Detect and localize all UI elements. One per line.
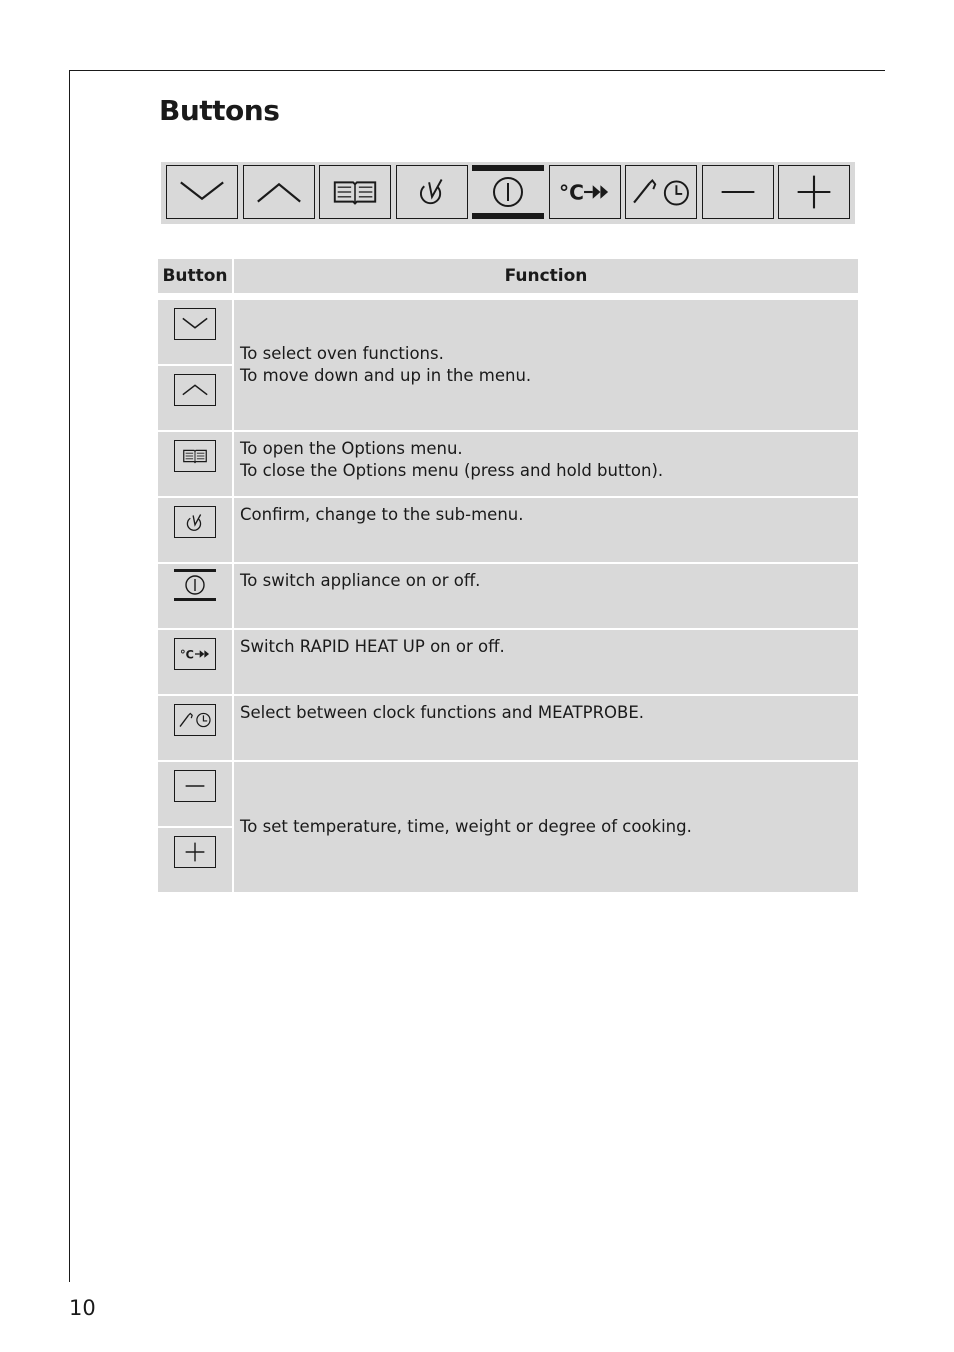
- function-text: To open the Options menu.: [240, 439, 463, 458]
- panel-confirm-button[interactable]: [396, 165, 468, 219]
- left-rule: [69, 70, 70, 1282]
- table-header-row: [158, 259, 858, 300]
- chevron-down-icon: [167, 166, 237, 218]
- function-text: To switch appliance on or off.: [240, 571, 481, 590]
- function-cell: [234, 300, 858, 432]
- header-button: Button: [158, 259, 234, 300]
- minus-button-symbol: [174, 770, 216, 802]
- panel-power-button[interactable]: [472, 165, 544, 219]
- function-text: To select oven functions.: [240, 344, 444, 363]
- minus-icon: [175, 771, 215, 801]
- page-title: Buttons: [159, 94, 280, 127]
- confirm-icon: [175, 507, 215, 537]
- icon-cell: [158, 828, 234, 894]
- chevron-up-button-symbol: [174, 374, 216, 406]
- rapid-heat-icon: [175, 639, 215, 669]
- power-icon: [174, 572, 216, 598]
- book-icon: [320, 166, 390, 218]
- function-cell: [234, 564, 858, 630]
- page-number: 10: [69, 1296, 96, 1320]
- table-row: [158, 762, 858, 828]
- plus-button-symbol: [174, 836, 216, 868]
- function-cell: [234, 498, 858, 564]
- table-row: [158, 498, 858, 564]
- control-panel: [161, 162, 855, 224]
- chevron-down-button-symbol: [174, 308, 216, 340]
- confirm-button-symbol: [174, 506, 216, 538]
- function-cell: [234, 630, 858, 696]
- icon-cell: [158, 366, 234, 432]
- function-text: To set temperature, time, weight or degree of cooking.: [240, 817, 692, 836]
- rapid-heat-label: °C: [180, 648, 194, 662]
- table-row: [158, 630, 858, 696]
- icon-cell: [158, 696, 234, 762]
- power-button-symbol: [174, 569, 216, 601]
- function-text: Confirm, change to the sub-menu.: [240, 505, 524, 524]
- chevron-down-icon: [175, 309, 215, 339]
- probe-clock-icon: [626, 166, 696, 218]
- options-button-symbol: [174, 440, 216, 472]
- chevron-up-icon: [244, 166, 314, 218]
- function-text: To close the Options menu (press and hold button).: [240, 461, 664, 480]
- panel-minus-button[interactable]: [702, 165, 774, 219]
- icon-cell: [158, 498, 234, 564]
- table-row: [158, 564, 858, 630]
- probe-clock-icon: [175, 705, 215, 735]
- icon-cell: [158, 432, 234, 498]
- rapid-heat-button-symbol: [174, 638, 216, 670]
- panel-clock-probe-button[interactable]: [625, 165, 697, 219]
- function-text: Select between clock functions and MEATPROBE.: [240, 703, 645, 722]
- table-row: [158, 696, 858, 762]
- power-icon: [472, 171, 544, 213]
- function-cell: [234, 432, 858, 498]
- rapid-heat-icon: [550, 166, 620, 218]
- panel-up-button[interactable]: [243, 165, 315, 219]
- function-cell: [234, 762, 858, 894]
- function-text: Switch RAPID HEAT UP on or off.: [240, 637, 505, 656]
- rapid-heat-label: °C: [559, 180, 584, 205]
- book-icon: [175, 441, 215, 471]
- function-cell: [234, 696, 858, 762]
- header-function: Function: [234, 259, 858, 300]
- clock-probe-button-symbol: [174, 704, 216, 736]
- icon-cell: [158, 630, 234, 696]
- function-text: To move down and up in the menu.: [240, 366, 532, 385]
- icon-cell: [158, 564, 234, 630]
- top-rule: [69, 70, 885, 71]
- icon-cell: [158, 300, 234, 366]
- panel-plus-button[interactable]: [778, 165, 850, 219]
- chevron-up-icon: [175, 375, 215, 405]
- table-row: [158, 300, 858, 366]
- panel-down-button[interactable]: [166, 165, 238, 219]
- button-function-table: [158, 259, 858, 894]
- confirm-icon: [397, 166, 467, 218]
- panel-options-button[interactable]: [319, 165, 391, 219]
- table-row: [158, 432, 858, 498]
- minus-icon: [703, 166, 773, 218]
- panel-rapid-heat-button[interactable]: [549, 165, 621, 219]
- icon-cell: [158, 762, 234, 828]
- plus-icon: [175, 837, 215, 867]
- plus-icon: [779, 166, 849, 218]
